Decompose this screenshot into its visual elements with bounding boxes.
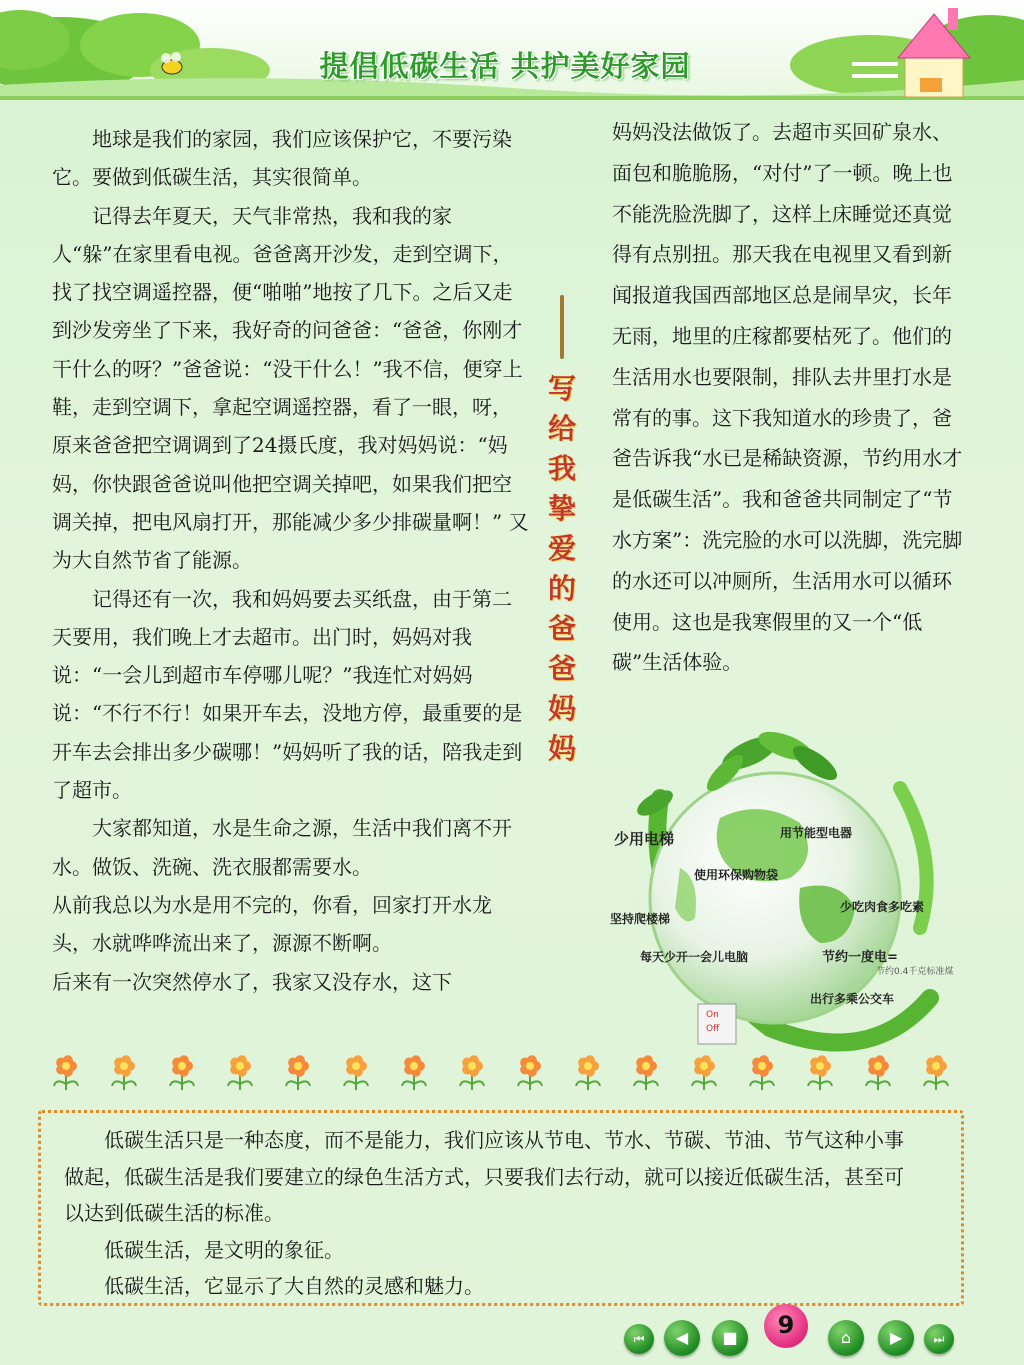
label-less-meat: 少吃肉食多吃素 [840, 900, 925, 914]
article-paragraph: 从前我总以为水是用不完的，你看，回家打开水龙头，水就哗哗流出来了，源源不断啊。 [52, 892, 492, 956]
globe-icon [600, 728, 1020, 1058]
article-paragraph: 地球是我们的家园，我们应该保护它，不要污染它。要做到低碳生活，其实很简单。 [52, 127, 512, 190]
vertical-title-char: 妈 [547, 732, 576, 765]
label-computer: 每天少开一会儿电脑 [640, 950, 749, 964]
stop-button[interactable] [712, 1320, 748, 1356]
vertical-title-char: 妈 [547, 692, 576, 725]
last-page-button[interactable] [924, 1324, 954, 1354]
flower-icon [750, 1055, 774, 1090]
label-bus: 出行多乘公交车 [810, 992, 895, 1006]
vertical-title-char: 写 [547, 372, 576, 405]
page-navigation [620, 1300, 980, 1360]
article-paragraph: 妈妈没法做饭了。去超市买回矿泉水、面包和脆脆肠，“对付”了一顿。晚上也不能洗脸洗脚了，这样上床睡觉还真觉得有点别扭。那天我在电视里又看到新闻报道我国西部地区总是闹旱灾，长年无雨，地里的庄稼都要枯死了。他们的生活用水也要限制，排队去井里打水是常有的事。这下我知道水的珍贵了，爸爸告诉我“水已是稀缺资源，节约用水才是低碳生活”。我和爸爸共同制定了“节水方案”：洗完脸的水可以洗脚，洗完脚的水还可以冲厕所，生活用水可以循环使用。这也是我寒假里的又一个“低碳”生活体验。 [612, 120, 963, 675]
flower-icon [54, 1055, 78, 1090]
next-page-button[interactable] [878, 1320, 914, 1356]
next-page-icon: ▶ [889, 1328, 903, 1347]
article-paragraph: 记得还有一次，我和妈妈要去买纸盘，由于第二天要用，我们晚上才去超市。出门时，妈妈对我说：“一会儿到超市车停哪儿呢？”我连忙对妈妈说：“不行不行！如果开车去，没地方停，最重要的是开车去会排出多少碳哪！”妈妈听了我的话，陪我走到了超市。 [52, 586, 523, 803]
flower-icon [402, 1055, 426, 1090]
header-banner [0, 0, 1024, 100]
flower-icon [286, 1055, 310, 1090]
prev-page-icon: ◀ [675, 1328, 689, 1347]
flower-icon [808, 1055, 832, 1090]
article-left-column [52, 120, 530, 1001]
flower-border [48, 1050, 978, 1092]
first-page-icon: ⏮ [633, 1332, 645, 1346]
summary-paragraph: 低碳生活只是一种态度，而不是能力，我们应该从节电、节水、节碳、节油、节气这种小事做起，低碳生活是我们要建立的绿色生活方式，只要我们去行动，就可以接近低碳生活，甚至可以达到低碳生活的标准。 [64, 1128, 904, 1225]
label-energy-saving: 用节能型电器 [780, 826, 853, 840]
switch-on-label: On [706, 1010, 719, 1020]
label-less-elevator: 少用电梯 [614, 830, 675, 848]
label-save-power-note: 节约0.4千克标准煤 [876, 967, 954, 977]
vertical-title-char: 爸 [547, 652, 576, 685]
title-divider [560, 295, 564, 359]
vertical-title [542, 295, 582, 769]
flower-icon [924, 1055, 948, 1090]
flower-icon [518, 1055, 542, 1090]
flower-icon [228, 1055, 252, 1090]
prev-page-button[interactable] [664, 1320, 700, 1356]
summary-paragraph: 低碳生活，是文明的象征。 [104, 1237, 344, 1262]
flower-icon [112, 1055, 136, 1090]
vertical-title-char: 挚 [547, 492, 576, 525]
vertical-title-char: 爱 [547, 532, 576, 565]
flower-icon [170, 1055, 194, 1090]
last-page-icon: ⏭ [933, 1332, 945, 1346]
page-title: 提倡低碳生活 共护美好家园 [319, 49, 691, 83]
flower-icon [344, 1055, 368, 1090]
flower-icon [692, 1055, 716, 1090]
label-save-power: 节约一度电= [822, 950, 898, 965]
low-carbon-globe-illustration [600, 728, 1020, 1058]
article-paragraph: 大家都知道，水是生命之源，生活中我们离不开水。做饭、洗碗、洗衣服都需要水。 [52, 816, 512, 879]
vertical-title-char: 给 [547, 412, 576, 445]
article-paragraph: 记得去年夏天，天气非常热，我和我的家人“躲”在家里看电视。爸爸离开沙发，走到空调下，找了找空调遥控器，便“啪啪”地按了几下。之后又走到沙发旁坐了下来，我好奇的问爸爸：“爸爸，你刚才干什么的呀？”爸爸说：“没干什么！”我不信，便穿上鞋，走到空调下，拿起空调遥控器，看了一眼，呀，原来爸爸把空调调到了24摄氏度，我对妈妈说：“妈妈，你快跟爸爸说叫他把空调关掉吧，如果我们把空调关掉，把电风扇打开，那能减少多少排碳量啊！” 又为大自然节省了能源。 [52, 203, 529, 573]
flower-icon [460, 1055, 484, 1090]
flower-icon [576, 1055, 600, 1090]
summary-text [64, 1122, 914, 1305]
home-icon: ⌂ [840, 1328, 852, 1347]
stop-icon: ■ [722, 1328, 738, 1347]
summary-paragraph: 低碳生活，它显示了大自然的灵感和魅力。 [104, 1274, 484, 1298]
vertical-title-char: 我 [547, 452, 576, 485]
label-eco-bag: 使用环保购物袋 [694, 868, 779, 882]
flower-icon [866, 1055, 890, 1090]
home-button[interactable] [828, 1320, 864, 1356]
vertical-title-char: 的 [547, 572, 576, 605]
switch-off-label: Off [706, 1024, 720, 1034]
vertical-title-char: 爸 [547, 612, 576, 645]
page-number-badge: 9 [764, 1304, 808, 1348]
label-stairs: 坚持爬楼梯 [610, 912, 671, 926]
article-right-column [612, 112, 968, 683]
first-page-button[interactable] [624, 1324, 654, 1354]
article-paragraph: 后来有一次突然停水了，我家又没存水，这下 [52, 969, 452, 994]
flower-icon [634, 1055, 658, 1090]
